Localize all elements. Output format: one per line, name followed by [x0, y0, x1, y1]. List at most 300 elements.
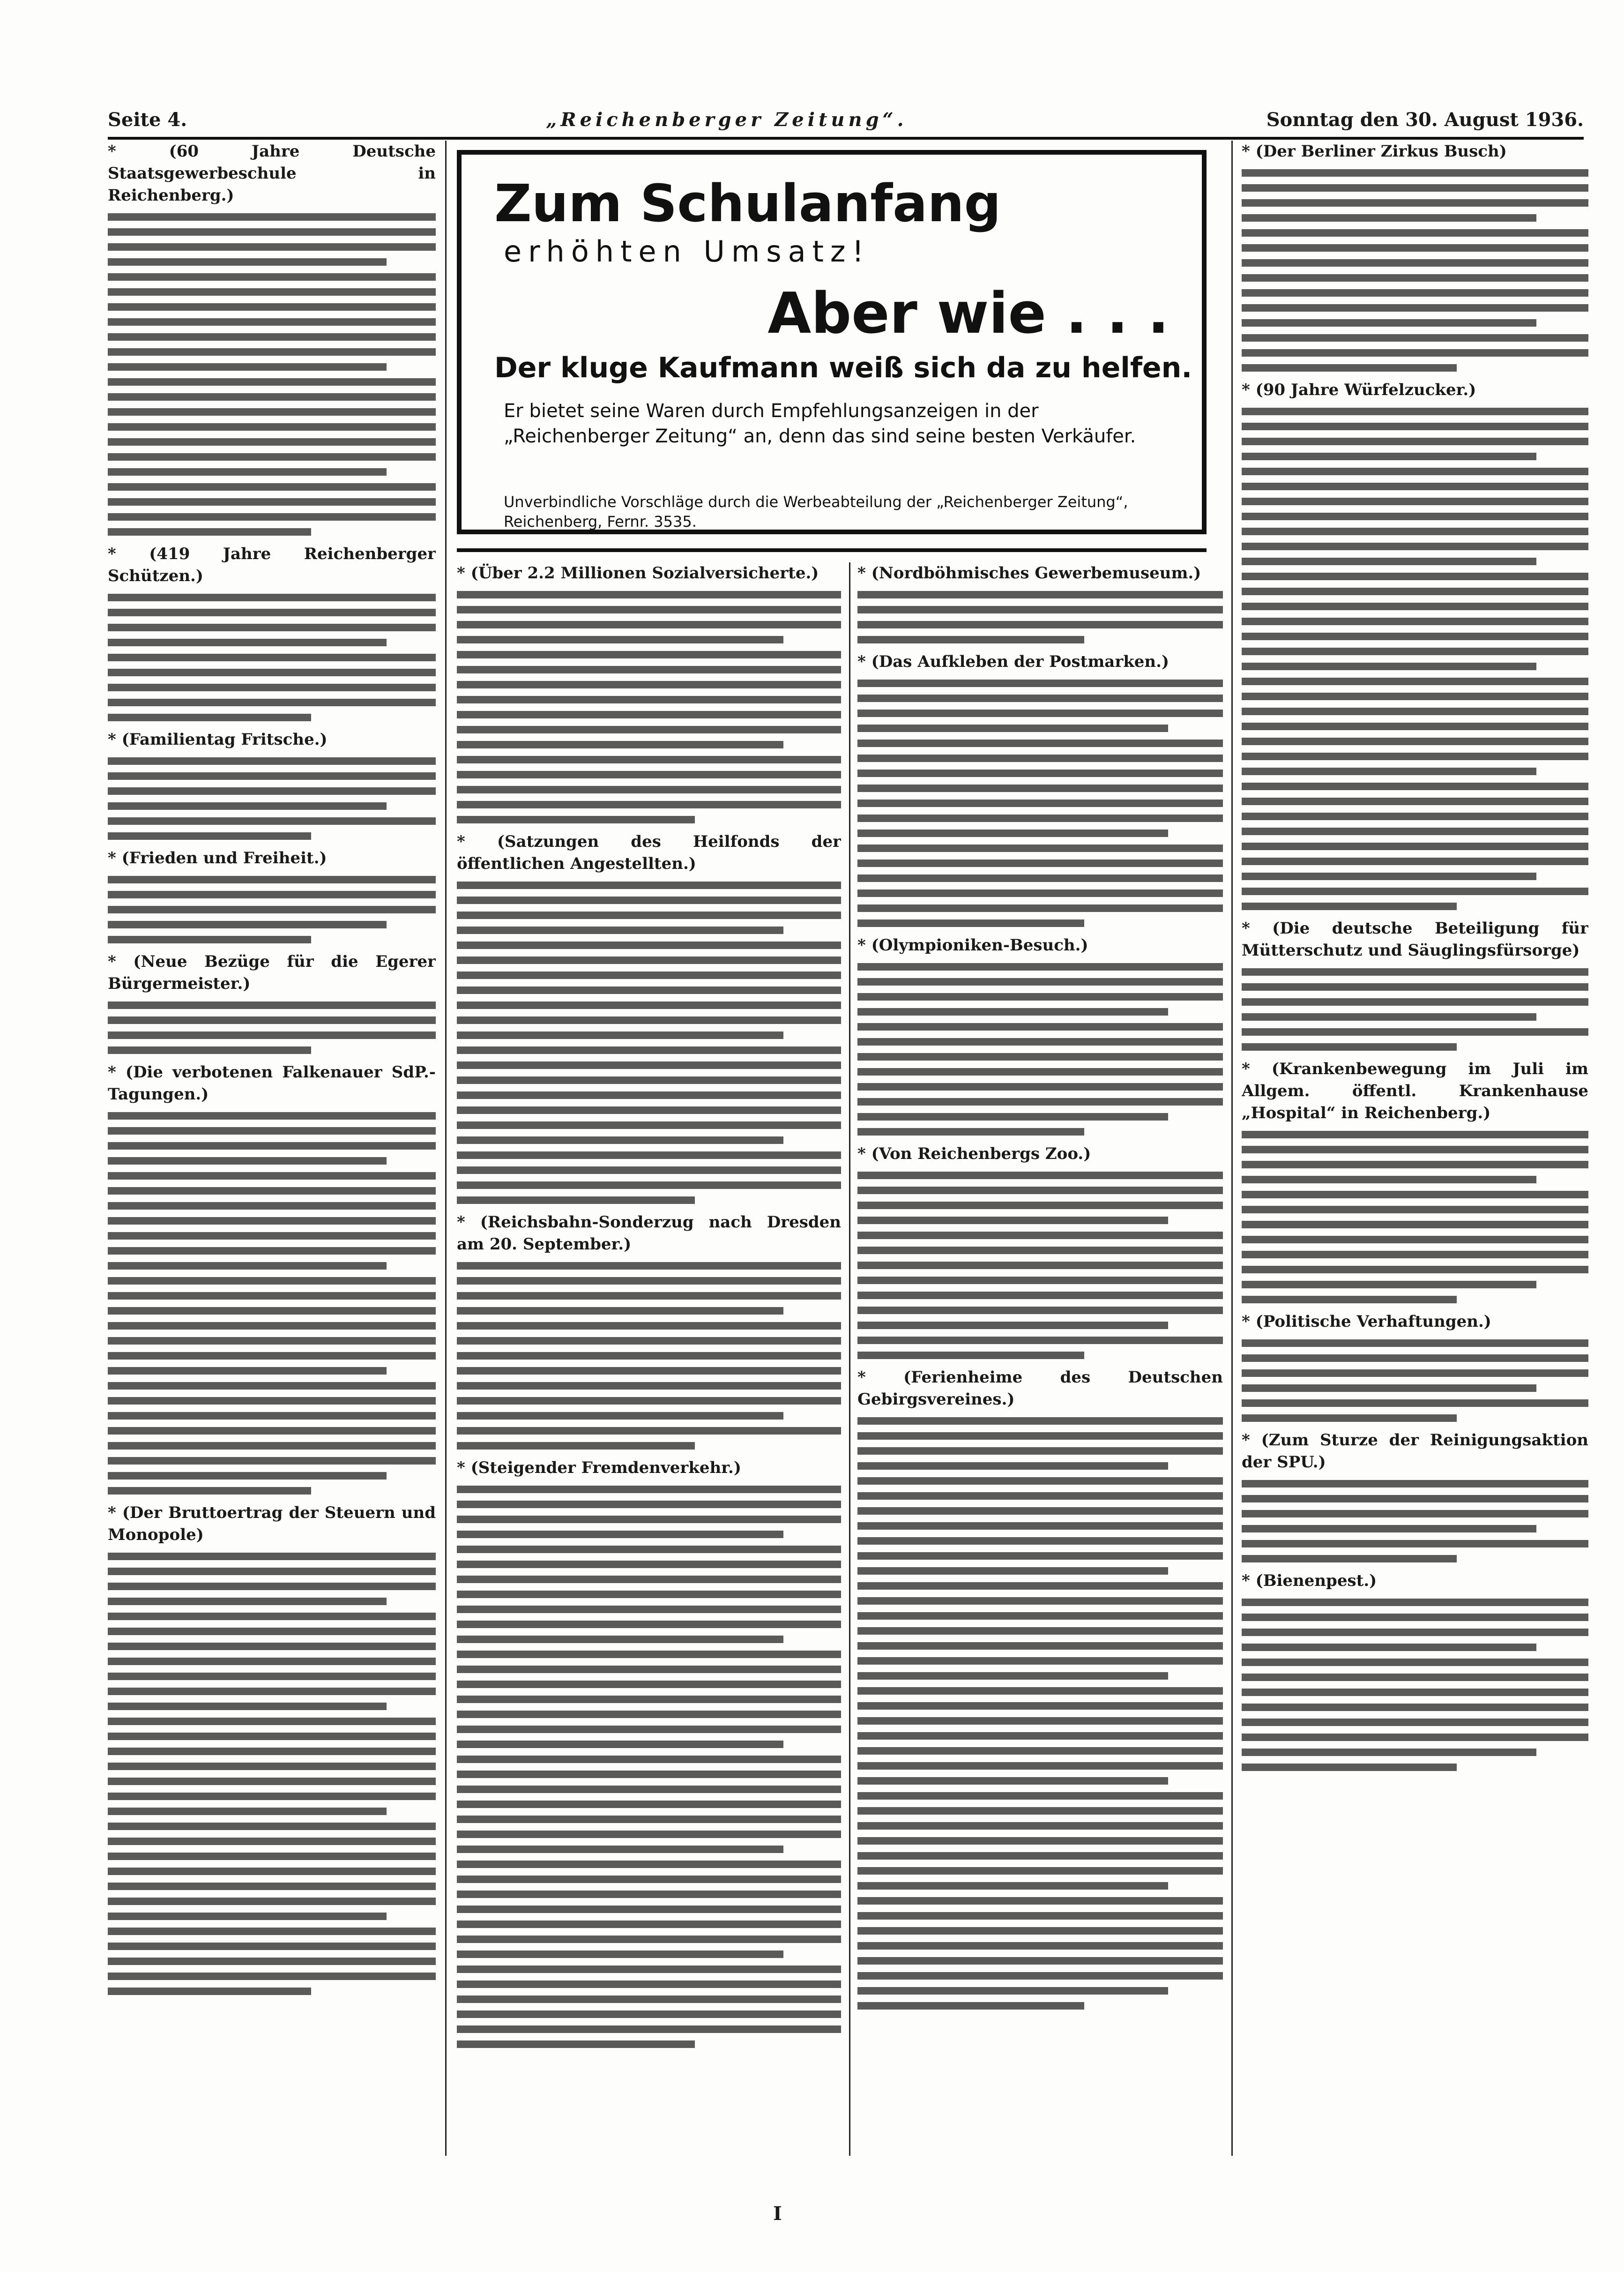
article-headline: * (Von Reichenbergs Zoo.): [857, 1144, 1091, 1163]
body-text-line: [857, 904, 1223, 912]
body-text-line: [1242, 1480, 1588, 1487]
body-text-line: [857, 1837, 1223, 1845]
body-text-line: [1242, 858, 1588, 865]
body-text-line: [457, 1576, 841, 1583]
body-text-line: [108, 699, 436, 706]
body-text-line: [108, 273, 436, 281]
body-text-line: [857, 800, 1223, 807]
body-text-line: [457, 1151, 841, 1159]
body-text-line: [108, 1763, 436, 1770]
body-text-line: [457, 621, 841, 628]
body-text-line: [457, 1681, 841, 1688]
body-text-line: [108, 1883, 436, 1890]
body-text-line: [1242, 1296, 1457, 1303]
body-text-line: [1242, 708, 1588, 715]
body-text-line: [108, 1142, 436, 1150]
body-text-line: [108, 1202, 436, 1210]
body-text-line: [108, 1658, 436, 1665]
body-text-line: [457, 897, 841, 904]
body-text-line: [457, 1442, 695, 1450]
body-text-line: [108, 1157, 387, 1165]
body-text-line: [1242, 1191, 1588, 1198]
body-text-line: [857, 830, 1168, 837]
body-text-line: [457, 1181, 841, 1189]
body-text-line: [108, 513, 436, 521]
body-text-line: [1242, 1369, 1588, 1377]
body-text-line: [457, 591, 841, 598]
body-text-line: [1242, 483, 1588, 490]
body-text-line: [1242, 1689, 1588, 1696]
body-text-line: [1242, 1525, 1536, 1532]
body-text-line: [857, 978, 1223, 986]
body-text-line: [108, 1046, 311, 1054]
body-text-line: [857, 1627, 1223, 1635]
body-text-line: [857, 770, 1223, 777]
body-text-line: [857, 1777, 1168, 1785]
body-text-line: [1242, 214, 1536, 222]
body-text-line: [108, 1718, 436, 1725]
footer-mark: I: [773, 2203, 782, 2225]
body-text-line: [457, 1046, 841, 1054]
body-text-line: [857, 1038, 1223, 1046]
body-text-line: [457, 1546, 841, 1553]
body-text-line: [457, 1121, 841, 1129]
ad-subtitle: erhöhten Umsatz!: [504, 234, 871, 269]
body-text-line: [457, 2010, 841, 2018]
body-text-line: [457, 1741, 783, 1748]
body-text-line: [1242, 1146, 1588, 1153]
body-text-line: [1242, 1599, 1588, 1606]
body-text-line: [1242, 184, 1588, 192]
article: [108, 847, 436, 943]
body-text-line: [1242, 1281, 1536, 1288]
body-text-line: [457, 942, 841, 949]
article-headline: * (Der Berliner Zirkus Busch): [1242, 142, 1507, 161]
body-text-line: [108, 594, 436, 601]
body-text-line: [857, 1322, 1168, 1329]
body-text-line: [857, 1942, 1223, 1950]
body-text-line: [1242, 603, 1588, 610]
body-text-line: [457, 1696, 841, 1703]
body-text-line: [457, 1561, 841, 1568]
body-text-line: [1242, 1206, 1588, 1213]
body-text-line: [1242, 1734, 1588, 1741]
body-text-line: [108, 333, 436, 341]
body-text-line: [1242, 1043, 1457, 1051]
article: [857, 934, 1223, 1136]
body-text-line: [108, 1613, 436, 1620]
body-text-line: [1242, 543, 1588, 550]
body-text-line: [1242, 408, 1588, 415]
article-headline: * (Frieden und Freiheit.): [108, 849, 327, 867]
body-text-line: [457, 972, 841, 979]
ad-contact: Unverbindliche Vorschläge durch die Werbeabteilung der „Reichenberger Zeitung“, Reichenberg, Fernr. 3535.: [504, 493, 1128, 531]
body-text-line: [1242, 1028, 1588, 1036]
body-text-line: [457, 636, 783, 643]
body-text-line: [457, 1531, 783, 1538]
body-text-line: [457, 1861, 841, 1868]
body-text-line: [108, 1016, 436, 1024]
body-text-line: [108, 243, 436, 251]
body-text-line: [1242, 618, 1588, 625]
body-text-line: [108, 891, 436, 898]
body-text-line: [1242, 678, 1588, 685]
body-text-line: [457, 786, 841, 793]
article-headline: * (Politische Verhaftungen.): [1242, 1312, 1491, 1331]
body-text-line: [857, 1307, 1223, 1314]
body-text-line: [108, 438, 436, 446]
body-text-line: [108, 832, 311, 840]
body-text-line: [857, 1128, 1084, 1136]
body-text-line: [857, 1537, 1223, 1545]
body-text-line: [1242, 1540, 1588, 1547]
body-text-line: [457, 882, 841, 889]
body-text-line: [457, 801, 841, 808]
body-text-line: [1242, 169, 1588, 177]
body-text-line: [457, 1591, 841, 1598]
body-text-line: [1242, 1749, 1536, 1756]
body-text-line: [108, 1778, 436, 1785]
body-text-line: [1242, 1629, 1588, 1636]
article: [108, 951, 436, 1054]
header-rule: [108, 137, 1584, 140]
body-text-line: [108, 906, 436, 913]
body-text-line: [108, 528, 311, 536]
body-text-line: [108, 408, 436, 416]
body-text-line: [1242, 633, 1588, 640]
body-text-line: [1242, 738, 1588, 745]
body-text-line: [108, 1958, 436, 1965]
body-text-line: [857, 1492, 1223, 1500]
body-text-line: [857, 1083, 1223, 1091]
body-text-line: [857, 621, 1223, 628]
body-text-line: [108, 1988, 311, 1995]
body-text-line: [857, 1567, 1168, 1575]
body-text-line: [457, 1816, 841, 1823]
body-text-line: [857, 1113, 1168, 1121]
body-text-line: [108, 787, 436, 795]
body-text-line: [857, 1522, 1223, 1530]
body-text-line: [857, 1912, 1223, 1920]
body-text-line: [1242, 983, 1588, 991]
body-text-line: [457, 1196, 695, 1204]
body-text-line: [857, 845, 1223, 852]
page-header: [108, 105, 1584, 134]
body-text-line: [857, 859, 1223, 867]
body-text-line: [1242, 349, 1588, 357]
body-text-line: [857, 919, 1084, 927]
body-text-line: [857, 1762, 1223, 1770]
body-text-line: [1242, 438, 1588, 445]
body-text-line: [108, 1322, 436, 1330]
body-text-line: [857, 1023, 1223, 1031]
body-text-line: [108, 258, 387, 266]
article: [457, 562, 841, 823]
body-text-line: [457, 1711, 841, 1718]
body-text-line: [857, 1822, 1223, 1830]
body-text-line: [1242, 1013, 1536, 1021]
body-text-line: [457, 1352, 841, 1360]
body-text-line: [1242, 1236, 1588, 1243]
body-text-line: [108, 1793, 436, 1800]
body-text-line: [857, 636, 1084, 643]
article-headline: * (Über 2.2 Millionen Sozialversicherte.): [457, 564, 819, 583]
body-text-line: [857, 963, 1223, 971]
body-text-line: [1242, 573, 1588, 580]
body-text-line: [457, 1726, 841, 1733]
body-text-line: [1242, 1414, 1457, 1422]
body-text-line: [857, 1417, 1223, 1425]
body-text-line: [857, 1612, 1223, 1620]
body-text-line: [857, 1792, 1223, 1800]
body-text-line: [857, 1732, 1223, 1740]
body-text-line: [857, 740, 1223, 747]
article-headline: * (Die deutsche Beteiligung für Mütterschutz und Säuglingsfürsorge): [1242, 919, 1588, 960]
body-text-line: [857, 889, 1223, 897]
body-text-line: [1242, 998, 1588, 1006]
body-text-line: [857, 1202, 1223, 1209]
body-text-line: [108, 654, 436, 661]
body-text-line: [1242, 1251, 1588, 1258]
body-text-line: [1242, 229, 1588, 237]
body-text-line: [457, 987, 841, 994]
body-text-line: [108, 936, 311, 943]
article-headline: * (Der Bruttoertrag der Steuern und Monopole): [108, 1503, 436, 1544]
body-text-line: [457, 1061, 841, 1069]
body-text-line: [857, 1642, 1223, 1650]
body-text-line: [857, 1987, 1168, 1995]
column-4: [1242, 141, 1588, 2156]
body-text-line: [457, 1801, 841, 1808]
body-text-line: [457, 2040, 695, 2048]
article-headline: * (Satzungen des Heilfonds der öffentlichen Angestellten.): [457, 832, 841, 873]
article: [1242, 1311, 1588, 1422]
body-text-line: [457, 1397, 841, 1405]
body-text-line: [457, 1412, 783, 1420]
article-headline: * (Neue Bezüge für die Egerer Bürgermeister.): [108, 952, 436, 993]
body-text-line: [108, 1367, 387, 1375]
body-text-line: [1242, 888, 1588, 895]
body-text-line: [108, 1868, 436, 1875]
body-text-line: [108, 393, 436, 401]
body-text-line: [457, 1831, 841, 1838]
body-text-line: [457, 1292, 841, 1300]
body-text-line: [857, 1217, 1168, 1224]
body-text-line: [857, 695, 1223, 702]
column-1: [108, 141, 436, 2156]
article: [1242, 1058, 1588, 1303]
ad-rule: [457, 548, 1207, 552]
body-text-line: [457, 681, 841, 688]
body-text-line: [108, 1427, 436, 1435]
body-text-line: [108, 669, 436, 676]
body-text-line: [457, 1951, 783, 1958]
body-text-line: [108, 363, 387, 371]
body-text-line: [108, 1487, 311, 1495]
body-text-line: [457, 606, 841, 613]
body-text-line: [457, 651, 841, 658]
body-text-line: [457, 1666, 841, 1673]
body-text-line: [1242, 1644, 1536, 1651]
body-text-line: [1242, 423, 1588, 430]
body-text-line: [457, 1786, 841, 1793]
body-text-line: [108, 453, 436, 461]
body-text-line: [108, 1277, 436, 1285]
body-text-line: [108, 1112, 436, 1120]
body-text-line: [457, 1906, 841, 1913]
body-text-line: [1242, 843, 1588, 850]
body-text-line: [108, 1853, 436, 1860]
body-text-line: [457, 1486, 841, 1493]
article: [857, 562, 1223, 643]
body-text-line: [457, 1106, 841, 1114]
ad-body: Er bietet seine Waren durch Empfehlungsanzeigen in der „Reichenberger Zeitung“ an, denn das sind seine besten Verkäufer.: [504, 400, 1136, 447]
body-text-line: [1242, 663, 1536, 670]
body-text-line: [1242, 453, 1536, 460]
body-text-line: [457, 1995, 841, 2003]
body-text-line: [457, 912, 841, 919]
body-text-line: [108, 1598, 387, 1605]
body-text-line: [1242, 1384, 1536, 1392]
body-text-line: [108, 802, 387, 810]
article-headline: * (Nordböhmisches Gewerbemuseum.): [857, 564, 1201, 583]
body-text-line: [457, 1891, 841, 1898]
body-text-line: [857, 1292, 1223, 1299]
body-text-line: [108, 228, 436, 236]
body-text-line: [457, 1337, 841, 1345]
body-text-line: [1242, 813, 1588, 820]
body-text-line: [857, 1352, 1084, 1359]
body-text-line: [457, 1382, 841, 1390]
body-text-line: [108, 288, 436, 296]
body-text-line: [457, 1501, 841, 1508]
body-text-line: [108, 1031, 436, 1039]
body-text-line: [108, 1442, 436, 1450]
body-text-line: [108, 772, 436, 780]
article: [1242, 1570, 1588, 1771]
body-text-line: [108, 876, 436, 883]
body-text-line: [457, 1367, 841, 1375]
body-text-line: [457, 1636, 783, 1643]
body-text-line: [108, 1262, 387, 1270]
body-text-line: [108, 378, 436, 386]
body-text-line: [108, 1973, 436, 1980]
body-text-line: [857, 1972, 1223, 1980]
body-text-line: [857, 1462, 1168, 1470]
article-headline: * (90 Jahre Würfelzucker.): [1242, 381, 1476, 399]
body-text-line: [108, 1583, 436, 1590]
body-text-line: [457, 1876, 841, 1883]
body-text-line: [457, 1921, 841, 1928]
body-text-line: [857, 1747, 1223, 1755]
body-text-line: [857, 1187, 1223, 1194]
body-text-line: [857, 1552, 1223, 1560]
body-text-line: [108, 1337, 436, 1345]
body-text-line: [857, 1882, 1168, 1890]
body-text-line: [1242, 259, 1588, 267]
body-text-line: [857, 1262, 1223, 1269]
body-text-line: [857, 1232, 1223, 1239]
article-headline: * (Zum Sturze der Reinigungsaktion der SPU.): [1242, 1431, 1588, 1472]
body-text-line: [857, 1867, 1223, 1875]
body-text-line: [1242, 1704, 1588, 1711]
column-2: [457, 562, 841, 2156]
body-text-line: [1242, 528, 1588, 535]
body-text-line: [1242, 693, 1588, 700]
body-text-line: [857, 1687, 1223, 1695]
body-text-line: [857, 1957, 1223, 1965]
advertisement-box: [457, 150, 1207, 534]
body-text-line: [857, 1582, 1223, 1590]
body-text-line: [108, 483, 436, 491]
body-text-line: [1242, 498, 1588, 505]
body-text-line: [1242, 1161, 1588, 1168]
body-text-line: [457, 1166, 841, 1174]
article-headline: * (Bienenpest.): [1242, 1571, 1377, 1590]
body-text-line: [108, 1397, 436, 1405]
body-text-line: [857, 1927, 1223, 1935]
body-text-line: [1242, 199, 1588, 207]
body-text-line: [108, 639, 387, 646]
body-text-line: [1242, 244, 1588, 252]
body-text-line: [457, 1846, 783, 1853]
body-text-line: [1242, 968, 1588, 976]
body-text-line: [857, 785, 1223, 792]
body-text-line: [857, 1098, 1223, 1106]
body-text-line: [1242, 768, 1536, 775]
body-text-line: [108, 1673, 436, 1680]
body-text-line: [108, 714, 311, 721]
body-text-line: [857, 1477, 1223, 1485]
body-text-line: [857, 591, 1223, 598]
body-text-line: [857, 874, 1223, 882]
body-text-line: [857, 815, 1223, 822]
body-text-line: [1242, 783, 1588, 790]
column-rule: [849, 562, 850, 2156]
body-text-line: [457, 2025, 841, 2033]
article: [857, 651, 1223, 927]
article: [1242, 141, 1588, 372]
article: [108, 1061, 436, 1495]
body-text-line: [108, 609, 436, 616]
body-text-line: [1242, 1354, 1588, 1362]
body-text-line: [1242, 558, 1536, 565]
article-headline: * (Familientag Fritsche.): [108, 730, 328, 749]
body-text-line: [857, 1053, 1223, 1061]
body-text-line: [108, 1292, 436, 1300]
body-text-line: [108, 1352, 436, 1360]
body-text-line: [108, 1247, 436, 1255]
body-text-line: [1242, 903, 1457, 910]
body-text-line: [457, 1771, 841, 1778]
body-text-line: [857, 1702, 1223, 1710]
body-text-line: [108, 303, 436, 311]
body-text-line: [457, 1307, 783, 1315]
article-headline: * (Reichsbahn-Sonderzug nach Dresden am 20. September.): [457, 1213, 841, 1254]
body-text-line: [108, 1472, 387, 1480]
body-text-line: [457, 1322, 841, 1330]
body-text-line: [108, 624, 436, 631]
body-text-line: [108, 1568, 436, 1575]
body-text-line: [108, 318, 436, 326]
article: [108, 141, 436, 536]
ad-question: Aber wie . . .: [767, 281, 1169, 346]
body-text-line: [1242, 274, 1588, 282]
body-text-line: [857, 1008, 1168, 1016]
body-text-line: [108, 1748, 436, 1755]
body-text-line: [108, 1898, 436, 1905]
body-text-line: [457, 1277, 841, 1285]
